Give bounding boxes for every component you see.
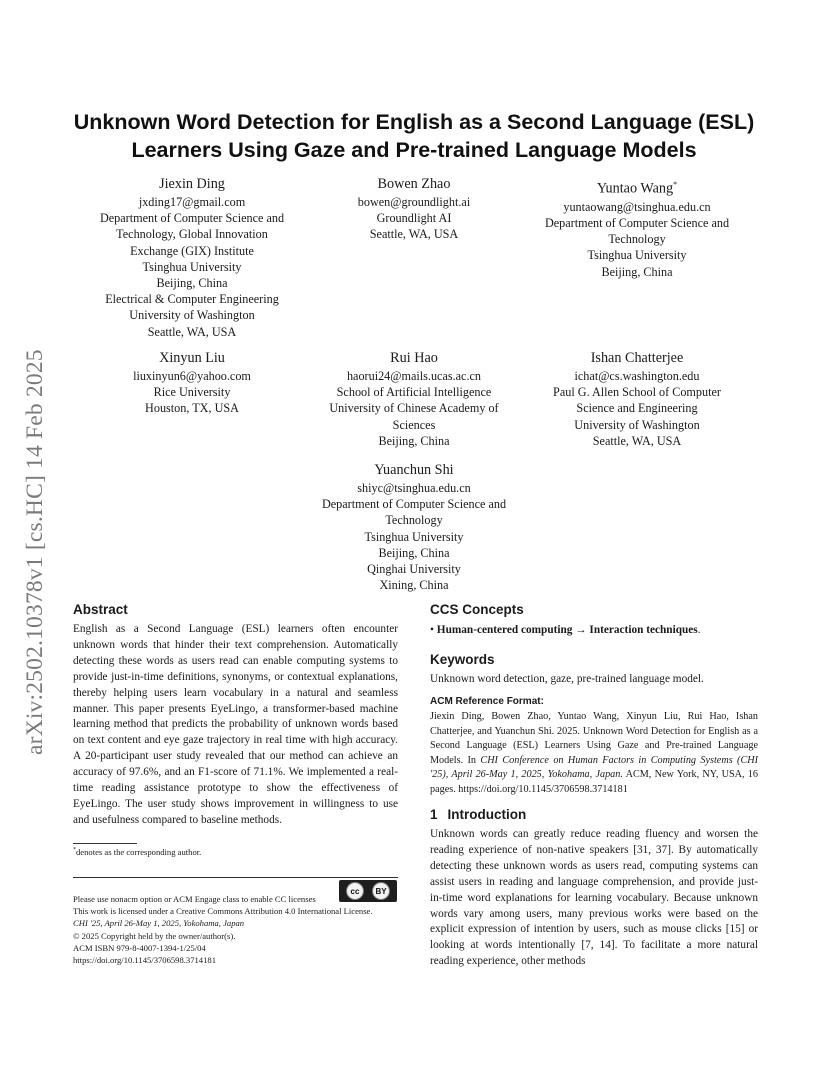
author-affiliation: Exchange (GIX) Institute [130, 243, 254, 258]
author-affiliation: Technology, Global Innovation [116, 227, 268, 242]
abstract-heading: Abstract [73, 602, 128, 617]
author-affiliation: University of Washington [129, 308, 255, 323]
author-block [72, 175, 312, 340]
license-line: This work is licensed under a Creative Commons Attribution 4.0 International License. [73, 906, 373, 917]
author-email[interactable]: yuntaowang@tsinghua.edu.cn [563, 199, 711, 214]
author-email[interactable]: bowen@groundlight.ai [357, 195, 471, 209]
copyright-line: © 2025 Copyright held by the owner/author(s). [73, 930, 236, 941]
creative-commons-icon: cc [346, 882, 364, 900]
author-affiliation: Technology [608, 232, 666, 247]
author-email[interactable]: haorui24@mails.ucas.ac.cn [346, 369, 482, 383]
author-affiliation: Qinghai University [367, 562, 461, 577]
author-affiliation: Technology [385, 513, 443, 528]
author-affiliation: School of Artificial Intelligence [336, 385, 492, 400]
introduction-text: Unknown words can greatly reduce reading fluency and worsen the reading experience of non-native speakers [31, 37]. By automatically detecting these unknown words as users read, computing systems can assist users in reading and language comprehension, and provide just-in-time word explanations for learning vocabulary. Because unknown words vary among users, many previous works were based on the explicit expression of intention by users, such as mouse clicks [15] or looking at words intentionally [7, 14]. To facilitate a more natural reading experience, other methods [430, 828, 758, 968]
author-name: Ishan Chatterjee [590, 350, 684, 366]
author-location: Xining, China [379, 578, 449, 593]
acm-reference-heading: ACM Reference Format: [430, 696, 544, 707]
acm-reference-body [430, 710, 758, 797]
author-location: Beijing, China [378, 433, 450, 448]
license-divider [73, 877, 398, 878]
title-line-1: Unknown Word Detection for English as a Second Language (ESL) [73, 110, 755, 134]
author-location: Seattle, WA, USA [592, 433, 682, 448]
doi-link[interactable]: https://doi.org/10.1145/3706598.3714181 [73, 955, 216, 966]
author-email[interactable]: shiyc@tsinghua.edu.cn [357, 481, 471, 495]
license-notice [73, 893, 403, 966]
author-affiliation: Tsinghua University [364, 529, 464, 544]
ccs-concepts-heading: CCS Concepts [430, 602, 524, 617]
paper-title [60, 108, 768, 164]
introduction-heading [430, 806, 526, 824]
author-affiliation: Groundlight AI [376, 211, 452, 226]
author-block [517, 175, 757, 280]
arxiv-identifier-stamp: arXiv:2502.10378v1 [cs.HC] 14 Feb 2025 [22, 349, 48, 755]
author-affiliation: Science and Engineering [576, 401, 698, 416]
author-location: Beijing, China [601, 264, 673, 279]
author-location: Beijing, China [378, 545, 450, 560]
corresponding-author-mark: * [673, 180, 678, 189]
author-location: Houston, TX, USA [145, 401, 239, 416]
author-name: Yuanchun Shi [374, 462, 454, 478]
keywords-text: Unknown word detection, gaze, pre-trained language model. [430, 673, 704, 685]
section-number: 1 [430, 807, 438, 822]
author-block [294, 349, 534, 449]
author-email[interactable]: jxding17@gmail.com [138, 195, 246, 209]
author-block [294, 461, 534, 593]
author-name: Rui Hao [390, 350, 438, 366]
ccs-arrow: → [575, 624, 587, 636]
author-block [517, 349, 757, 449]
author-block [72, 349, 312, 417]
author-name: Xinyun Liu [159, 350, 225, 366]
license-line: Please use nonacm option or ACM Engage class to enable CC licenses [73, 894, 316, 904]
reference-authors: Jiexin Ding, Bowen Zhao, Yuntao Wang, Xinyun Liu, Rui Hao, Ishan Chatterjee, and Yuanchun Shi. 2025. Unknown Word Detection for English as a Second Language (ESL) Learners Using Gaze and Pre-trained Language Models. In [430, 711, 758, 766]
ccs-concepts-list [430, 622, 701, 638]
abstract-text: English as a Second Language (ESL) learners often encounter unknown words that hinder their text comprehension. Automatically detecting these words as users read can enable computing systems to provide just-in-time definitions, synonyms, or contextual explanations, thereby helping users learn vocabulary in a natural and seamless manner. This paper presents EyeLingo, a transformer-based machine learning method that predicts the probability of unknown words based on text content and eye gaze trajectory in real time with high accuracy. A 20-participant user study revealed that our method can achieve an accuracy of 97.6%, and an F1-score of 71.1%. We implemented a real-time reading assistance prototype to show the effectiveness of EyeLingo. The user study shows improvement in willingness to use and usefulness compared to baseline methods. [73, 623, 398, 826]
footnote [73, 847, 201, 857]
author-affiliation: Tsinghua University [587, 248, 687, 263]
author-location: Seattle, WA, USA [369, 227, 459, 242]
conference-line: CHI '25, April 26-May 1, 2025, Yokohama, Japan [73, 918, 245, 929]
author-name: Yuntao Wang* [596, 180, 678, 197]
author-block [294, 175, 534, 243]
title-line-2: Learners Using Gaze and Pre-trained Language Models [131, 138, 697, 162]
ccs-subconcept: Interaction techniques [589, 624, 698, 636]
author-affiliation: Department of Computer Science and [544, 215, 730, 230]
reference-tail: ACM, New York, NY, USA, 16 pages. https://doi.org/10.1145/3706598.3714181 [430, 769, 758, 795]
author-affiliation: Paul G. Allen School of Computer [553, 385, 721, 400]
author-affiliation: University of Washington [574, 417, 700, 432]
author-email[interactable]: liuxinyun6@yahoo.com [133, 369, 251, 383]
author-affiliation: Sciences [392, 417, 436, 432]
author-location: Beijing, China [156, 276, 228, 291]
ccs-period: . [697, 624, 701, 636]
author-affiliation: Electrical & Computer Engineering [105, 292, 279, 307]
footnote-mark: * [73, 847, 76, 854]
author-affiliation: Department of Computer Science and [321, 497, 507, 512]
keywords-heading: Keywords [430, 652, 495, 667]
section-title: Introduction [447, 807, 527, 822]
author-location: Seattle, WA, USA [147, 324, 237, 339]
author-affiliation: University of Chinese Academy of [329, 401, 499, 416]
author-name: Bowen Zhao [377, 176, 451, 192]
author-name: Jiexin Ding [159, 176, 225, 192]
reference-venue: CHI Conference on Human Factors in Computing Systems (CHI '25), April 26-May 1, 2025, Yokohama, Japan. [430, 754, 758, 780]
author-affiliation: Tsinghua University [142, 259, 242, 274]
author-email[interactable]: ichat@cs.washington.edu [574, 369, 700, 383]
isbn-line: ACM ISBN 979-8-4007-1394-1/25/04 [73, 942, 206, 953]
attribution-person-icon: BY [372, 882, 390, 900]
ccs-concept: Human-centered computing [436, 624, 573, 636]
author-affiliation: Department of Computer Science and [99, 211, 285, 226]
author-affiliation: Rice University [153, 385, 231, 400]
footnote-divider [73, 843, 137, 844]
footnote-text: denotes as the corresponding author. [76, 847, 202, 857]
ccs-bullet: • [430, 624, 434, 636]
